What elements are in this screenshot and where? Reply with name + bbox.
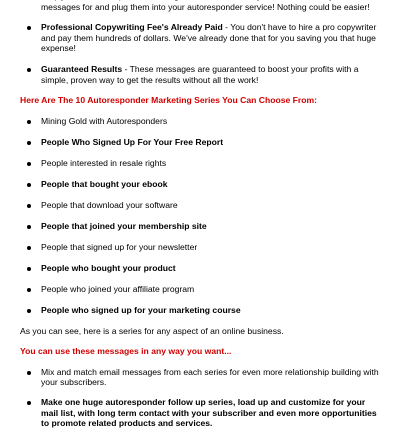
series-label: People Who Signed Up For Your Free Report <box>41 136 224 147</box>
benefit-title: Professional Copywriting Fee's Already Paid <box>41 22 223 33</box>
series-list <box>0 116 400 315</box>
benefits-list <box>0 0 400 85</box>
series-heading: Here Are The 10 Autoresponder Marketing Series You Can Choose From: <box>20 95 318 106</box>
bullet-icon <box>27 267 31 271</box>
bullet-icon <box>27 225 31 229</box>
usage-text: Mix and match email messages from each series for even more relationship building with your subscribers. <box>41 366 379 388</box>
series-label: People that bought your ebook <box>41 178 168 189</box>
list-item <box>0 116 400 127</box>
list-item <box>0 179 400 190</box>
bullet-icon <box>27 309 31 313</box>
list-item <box>0 397 400 429</box>
benefit-text: messages for and plug them into your autoresponder service! Nothing could be easier! <box>41 1 370 12</box>
list-item <box>0 0 400 12</box>
list-item <box>0 221 400 232</box>
series-label: People that download your software <box>41 199 178 210</box>
benefit-title: Guaranteed Results <box>41 63 123 74</box>
bullet-icon <box>27 162 31 166</box>
bullet-icon <box>27 204 31 208</box>
bullet-icon <box>27 246 31 250</box>
series-label: People who joined your affiliate program <box>41 283 195 294</box>
bullet-icon <box>27 288 31 292</box>
series-label: People who bought your product <box>41 262 176 273</box>
series-label: People that joined your membership site <box>41 220 207 231</box>
list-item <box>0 305 400 316</box>
list-item <box>0 137 400 148</box>
list-item <box>0 367 400 388</box>
bullet-icon <box>27 26 31 30</box>
usage-list <box>0 367 400 429</box>
series-label: Mining Gold with Autoresponders <box>41 115 168 126</box>
bullet-icon <box>27 120 31 124</box>
list-item <box>0 158 400 169</box>
series-summary: As you can see, here is a series for any aspect of an online business. <box>20 325 284 336</box>
list-item <box>0 200 400 211</box>
series-label: People interested in resale rights <box>41 157 167 168</box>
bullet-icon <box>27 371 31 375</box>
usage-heading: You can use these messages in any way you want... <box>20 346 232 357</box>
series-label: People who signed up for your marketing course <box>41 304 241 315</box>
list-item <box>0 263 400 274</box>
bullet-icon <box>27 401 31 405</box>
bullet-icon <box>27 141 31 145</box>
list-item <box>0 64 400 85</box>
bullet-icon <box>27 68 31 72</box>
benefit-text: - These messages are guaranteed to boost your profits with a simple, proven way to get the results without all the work! <box>41 63 359 85</box>
list-item <box>0 242 400 253</box>
series-label: People that signed up for your newsletter <box>41 241 198 252</box>
benefit-text: - You don't have to hire a pro copywriter and pay them hundreds of dollars. We've already done that for you saving you that huge expense! <box>41 22 377 54</box>
list-item <box>0 284 400 295</box>
list-item <box>0 22 400 54</box>
usage-text: Make one huge autoresponder follow up series, load up and customize for your mail list, with long term contact with your subscriber and even more opportunities to promote related products and services. <box>41 396 377 429</box>
bullet-icon <box>27 183 31 187</box>
